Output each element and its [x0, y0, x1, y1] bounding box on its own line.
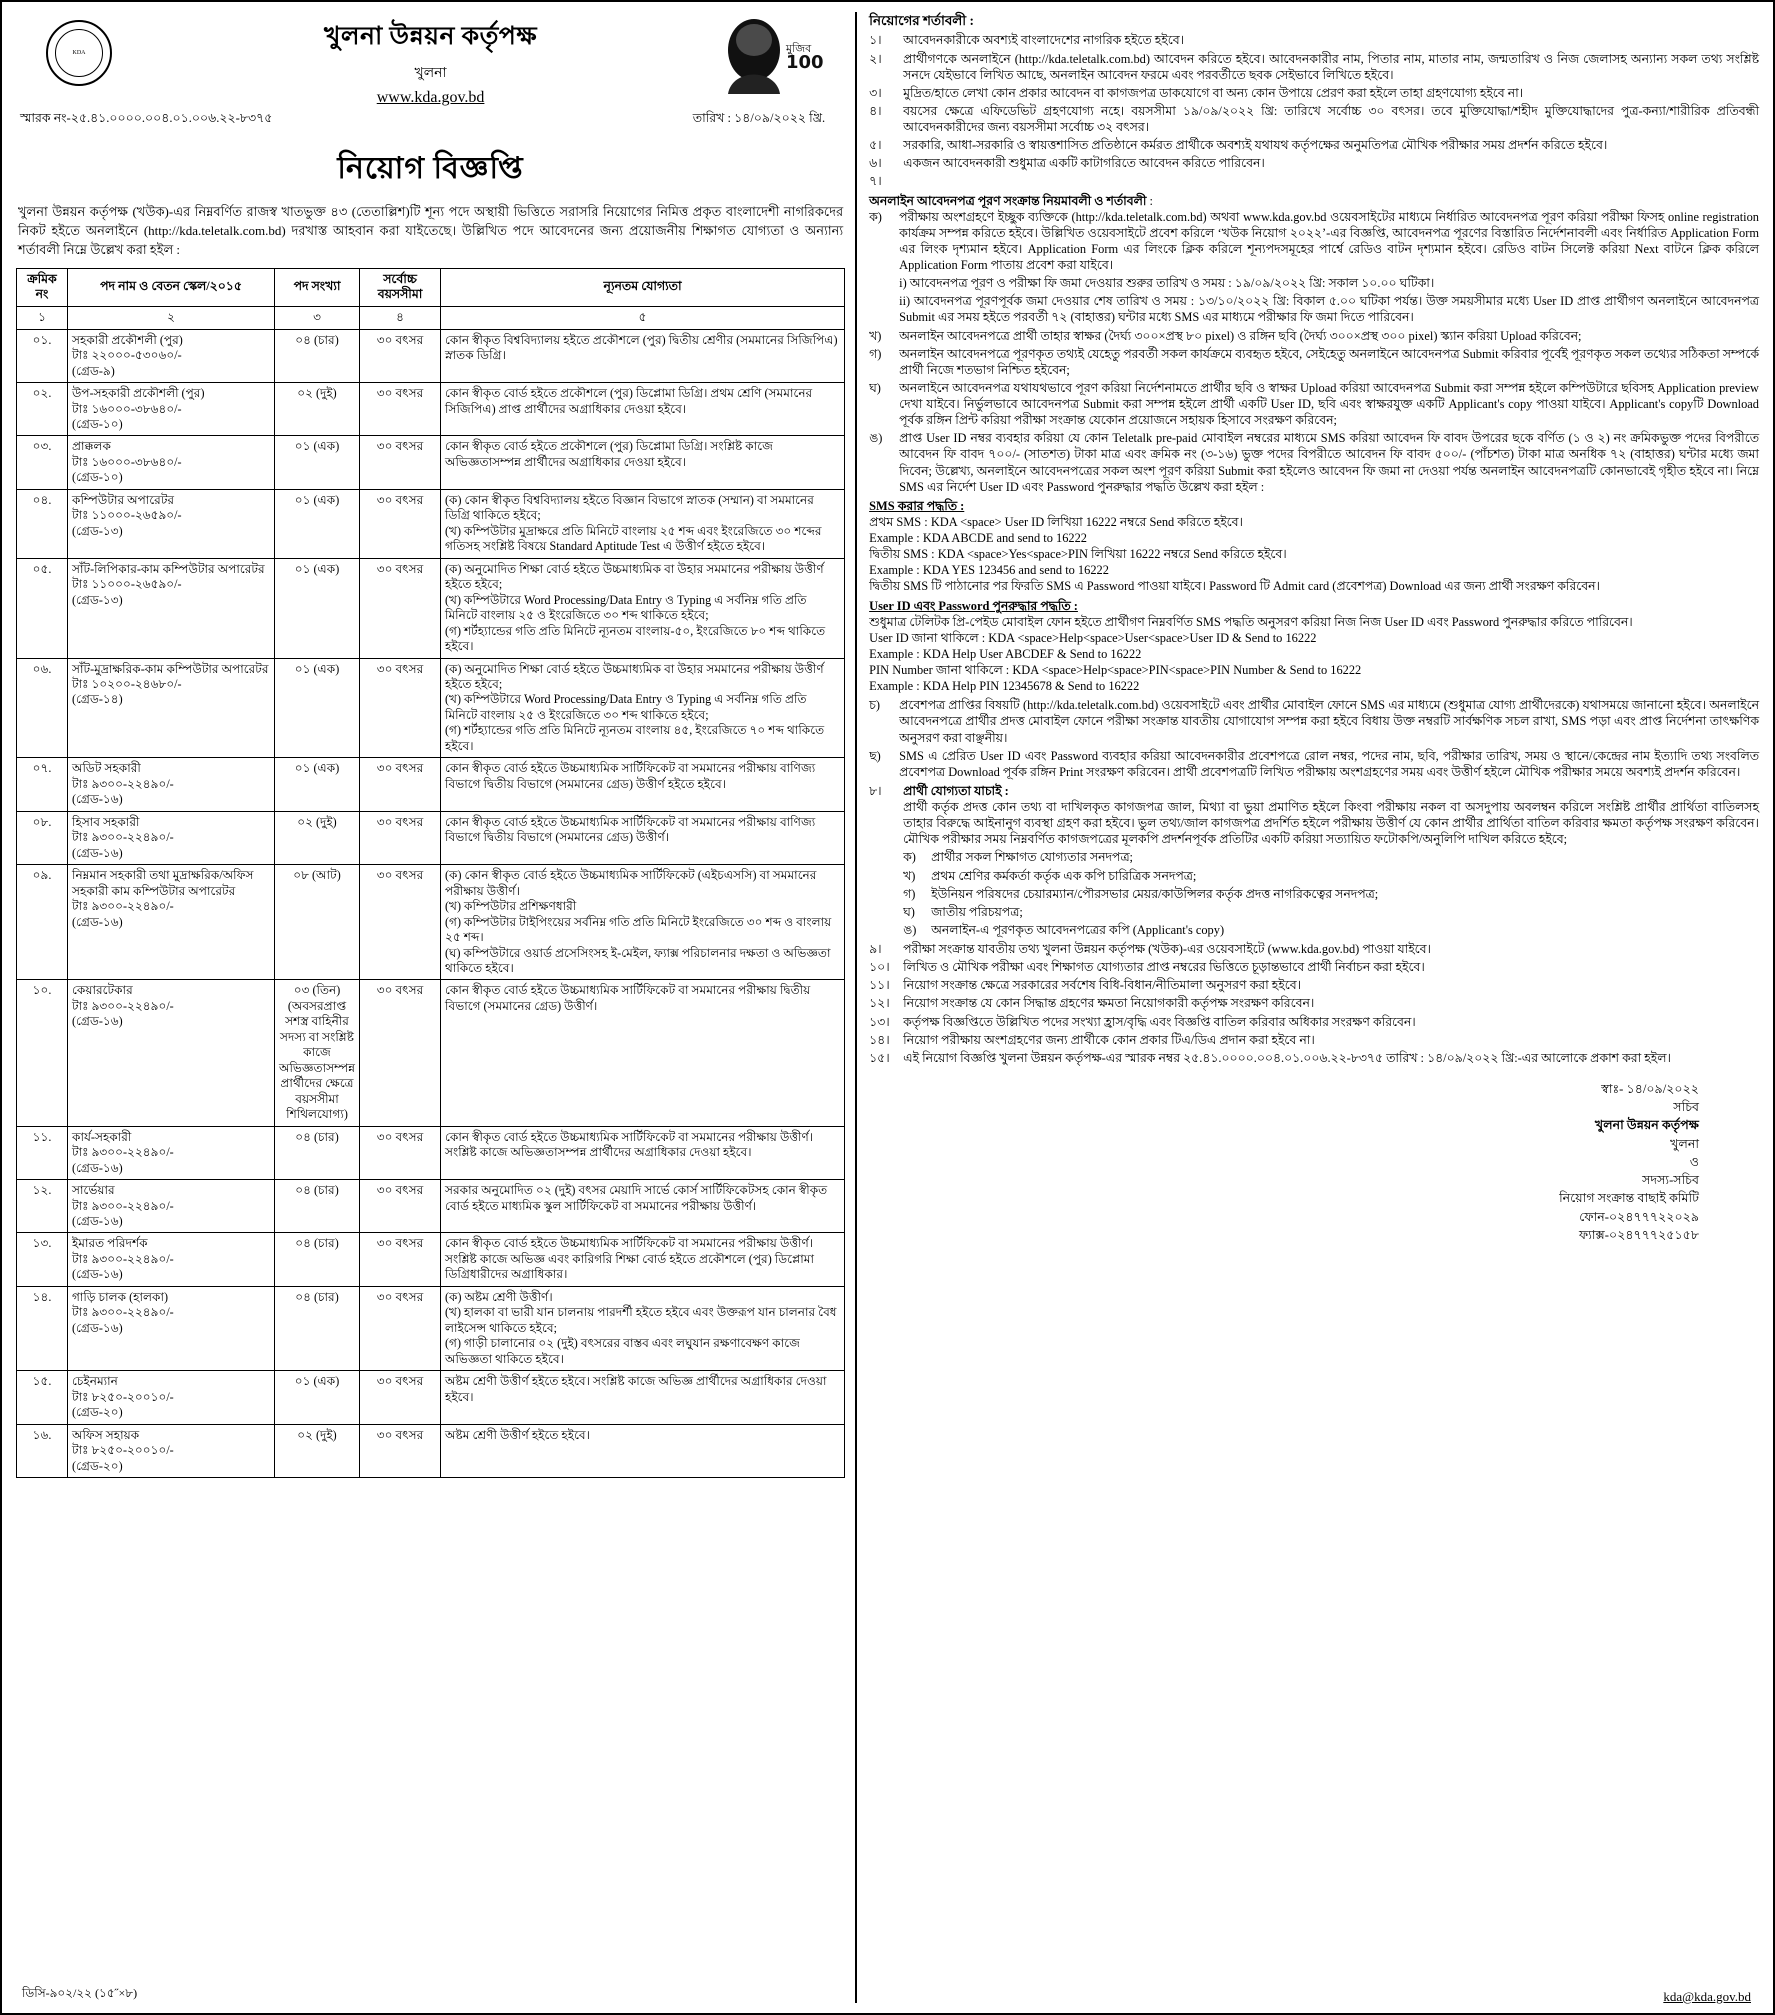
cell-serial: ০২.	[17, 383, 68, 436]
page-title: নিয়োগ বিজ্ঞপ্তি	[337, 152, 524, 185]
signature-phone: ফোন-০২৪৭৭৭২২০২৯	[1579, 1209, 1699, 1224]
cell-age-limit: ৩০ বৎসর	[360, 865, 441, 980]
list-item-text	[903, 173, 1759, 189]
cell-post-name: প্রাক্কলক টাঃ ১৬০০০-৩৮৬৪০/- (গ্রেড-১০)	[68, 436, 275, 489]
list-item	[869, 137, 1759, 153]
svg-text:মুজিব: মুজিব	[786, 42, 812, 55]
list-item-marker: ৬।	[869, 156, 882, 171]
list-item	[869, 1014, 1759, 1030]
vacancy-table	[16, 268, 845, 1479]
recover-title: User ID এবং Password পুনরুদ্ধার পদ্ধতি :	[869, 598, 1078, 613]
list-item-marker	[869, 275, 899, 291]
footer-reference: ডিসি-৯০২/২২ (১৫˝×৮)	[22, 1986, 138, 2000]
item8-sub-list	[903, 849, 1759, 938]
cell-serial: ১২.	[17, 1180, 68, 1233]
signature-fax: ফ্যাক্স-০২৪৭৭৭২৫১৫৮	[1579, 1227, 1699, 1242]
cell-post-name: সাঁট-লিপিকার-কাম কম্পিউটার অপারেটর টাঃ ১১০০০-২৬৫৯০/- (গ্রেড-১৩)	[68, 558, 275, 658]
list-item	[869, 995, 1759, 1011]
text-line: Example : KDA Help PIN 12345678 & Send to 16222	[869, 679, 1140, 694]
list-item-marker: ক)	[903, 850, 916, 865]
cell-post-name: সার্ভেয়ার টাঃ ৯৩০০-২২৪৯০/- (গ্রেড-১৬)	[68, 1180, 275, 1233]
cell-post-name: সহকারী প্রকৌশলী (পুর) টাঃ ২২০০০-৫৩০৬০/- (গ্রেড-৯)	[68, 329, 275, 382]
cell-vacancy-count: ০১ (এক)	[275, 658, 360, 758]
text-line: PIN Number জানা থাকিলে : KDA <space>Help<space>PIN<space>PIN Number & Send to 16222	[869, 663, 1362, 678]
cell-age-limit: ৩০ বৎসর	[360, 980, 441, 1126]
list-item	[869, 697, 1759, 745]
list-item-text: পরীক্ষা সংক্রান্ত যাবতীয় তথ্য খুলনা উন্নয়ন কর্তৃপক্ষ (খউক)-এর ওয়েবসাইটে (www.kda.gov.bd) পাওয়া যাইবে।	[903, 942, 1431, 957]
sms-procedure-title: SMS করার পদ্ধতি :	[869, 498, 965, 513]
recover-lines	[869, 614, 1759, 695]
th-serial: ক্রমিক নং	[17, 268, 68, 307]
list-item-text: SMS এ প্রেরিত User ID এবং Password ব্যবহার করিয়া আবেদনকারীর প্রবেশপত্রে রোল নম্বর, পদের নাম, ছবি, পরীক্ষার তারিখ, সময় ও স্থানে/কেন্দ্রের নাম ইত্যাদি তথ্য সংবলিত প্রবেশপত্র Download পূর্বক রঙ্গিন Print সংরক্ষণ করিবেন। প্রার্থী প্রবেশপত্রটি লিখিত পরীক্ষায় অংশগ্রহণের সময় এবং উত্তীর্ণ হইলে মৌখিক পরীক্ষার সময়ে অবশ্যই প্রদর্শন করিবেন।	[899, 748, 1759, 779]
list-item	[869, 155, 1759, 171]
list-item-marker: ঙ)	[869, 431, 883, 446]
list-item	[869, 209, 1759, 274]
list-item	[869, 51, 1759, 83]
right-column	[857, 12, 1759, 2003]
signature-city: খুলনা	[1670, 1136, 1699, 1151]
kda-logo-inner: KDA	[55, 29, 103, 77]
cell-age-limit: ৩০ বৎসর	[360, 383, 441, 436]
list-item-text: ii) আবেদনপত্র পূরণপূর্বক জমা দেওয়ার শেষ তারিখ ও সময় : ১৩/১০/২০২২ খ্রি: বিকাল ৫.০০ ঘটিকা পর্যন্ত। উক্ত সময়সীমার মধ্যে User ID প্রাপ্ত প্রার্থীগণ অনলাইনে আবেদনপত্র Submit এর সময় হইতে পরবর্তী ৭২ (বাহাত্তর) ঘন্টার মধ্যে SMS এর মাধ্যমে পরীক্ষার ফি জমা দিতে পারিবেন।	[899, 294, 1759, 325]
th-vacancy: পদ সংখ্যা	[275, 268, 360, 307]
cell-vacancy-count: ০২ (দুই)	[275, 811, 360, 864]
cell-vacancy-count: ০১ (এক)	[275, 489, 360, 558]
cell-post-name: সাঁট-মুদ্রাক্ষরিক-কাম কম্পিউটার অপারেটর টাঃ ১০২০০-২৪৬৮০/- (গ্রেড-১৪)	[68, 658, 275, 758]
list-item-text: আবেদনকারীকে অবশ্যই বাংলাদেশের নাগরিক হইতে হইবে।	[903, 33, 1185, 48]
list-item-marker: গ)	[903, 886, 916, 901]
text-line: Example : KDA ABCDE and send to 16222	[869, 531, 1087, 546]
text-line: দ্বিতীয় SMS টি পাঠানোর পর ফিরতি SMS এ Password পাওয়া যাইবে। Password টি Admit card (প্রবেশপত্র) Download এর জন্য প্রার্থী সংরক্ষণ করিবেন।	[869, 579, 1600, 594]
list-item-marker: ১।	[869, 33, 882, 48]
table-row	[17, 1371, 845, 1424]
item8-title: প্রার্থী যোগ্যতা যাচাই :	[903, 783, 1009, 798]
vacancy-table-body	[17, 329, 845, 1477]
table-row	[17, 383, 845, 436]
list-item-text: অনলাইনে আবেদনপত্র যথাযথভাবে পূরণ করিয়া নির্দেশনামতে প্রার্থীর ছবি ও স্বাক্ষর Upload করিয়া আবেদনপত্র Submit করা সম্পন্ন হইলে কম্পিউটারে ছবিসহ Application preview দেখা যাইবে। নির্ভুলভাবে আবেদনপত্র Submit করা সম্পন্ন হইলে প্রার্থী একটি User ID, ছবি এবং স্বাক্ষরযুক্ত একটি Applicant's copy পাওয়া যাইবে। Applicant's copyটি Download পূর্বক রঙ্গিন প্রিন্ট করিয়া পরীক্ষা সংক্রান্ত যেকোন প্রয়োজনে সহায়ক হিসাবে সংরক্ষণ করিবেন;	[899, 380, 1759, 428]
list-item-marker: ৫।	[869, 138, 882, 153]
list-item	[869, 430, 1759, 495]
cell-age-limit: ৩০ বৎসর	[360, 436, 441, 489]
signature-designation: সচিব	[1673, 1100, 1699, 1115]
cell-vacancy-count: ০২ (দুই)	[275, 1424, 360, 1477]
cell-serial: ০৪.	[17, 489, 68, 558]
list-item	[903, 904, 1759, 920]
cell-vacancy-count: ০৪ (চার)	[275, 1233, 360, 1286]
cell-serial: ১৪.	[17, 1286, 68, 1370]
list-item	[869, 1032, 1759, 1048]
cell-vacancy-count: ০৪ (চার)	[275, 1180, 360, 1233]
colnum-5: ৫	[441, 307, 845, 329]
table-row	[17, 436, 845, 489]
cell-age-limit: ৩০ বৎসর	[360, 758, 441, 811]
text-line: Example : KDA YES 123456 and send to 16222	[869, 563, 1109, 578]
list-item-text: পরীক্ষায় অংশগ্রহণে ইচ্ছুক ব্যক্তিকে (http://kda.teletalk.com.bd) অথবা www.kda.gov.bd ওয়েবসাইটের মাধ্যমে নির্ধারিত আবেদনপত্র পূরণ করিয়া পরীক্ষা ফিসহ online registration কার্যক্রম সম্পন্ন করিতে হইবে। উল্লিখিত ওয়েবসাইটে প্রবেশ করিলে ‘খউক নিয়োগ ২০২২’-এর বিজ্ঞপ্তি, আবেদনপত্র পূরণের বিস্তারিত নির্দেশনাবলী এবং নির্ধারিত Application Form এর লিংক দৃশ্যমান হইবে। Application Form এর লিংকে ক্লিক করিলে শূন্যপদসমূহের পার্শ্বে রেডিও বাটন দৃশ্যমান হইবে। রেডিও বাটন সিলেক্ট করিয়া Next বাটনে ক্লিক করিলে Application Form পাতায় প্রবেশ করা যাইবে।	[899, 209, 1759, 273]
cell-serial: ০৩.	[17, 436, 68, 489]
list-item-text: কর্তৃপক্ষ বিজ্ঞপ্তিতে উল্লিখিত পদের সংখ্যা হ্রাস/বৃদ্ধি এবং বিজ্ঞপ্তি বাতিল করিবার অধিকার সংরক্ষণ করিবেন।	[903, 1014, 1416, 1029]
table-row	[17, 489, 845, 558]
cell-post-name: উপ-সহকারী প্রকৌশলী (পুর) টাঃ ১৬০০০-৩৮৬৪০/- (গ্রেড-১০)	[68, 383, 275, 436]
list-item-text: i) আবেদনপত্র পূরণ ও পরীক্ষা ফি জমা দেওয়ার শুরুর তারিখ ও সময় : ১৯/০৯/২০২২ খ্রি: সকাল ১০.০০ ঘটিকা।	[899, 276, 1435, 291]
cell-post-name: কার্য-সহকারী টাঃ ৯৩০০-২২৪৯০/- (গ্রেড-১৬)	[68, 1126, 275, 1179]
list-item-text: নিয়োগ সংক্রান্ত ক্ষেত্রে সরকারের সর্বশেষ বিধি-বিধান/নীতিমালা অনুসরণ করা হইবে।	[903, 978, 1302, 993]
list-item-text: একজন আবেদনকারী শুধুমাত্র একটি কাটাগরিতে আবেদন করিতে পারিবেন।	[903, 156, 1265, 171]
list-item	[869, 85, 1759, 101]
list-item-text: মুদ্রিত/হাতে লেখা কোন প্রকার আবেদন বা কাগজপত্র ডাকযোগে বা অন্য কোন উপায়ে প্রেরণ করা হইলে তাহা গ্রহণযোগ্য হইবে না।	[903, 85, 1524, 100]
cell-vacancy-count: ০৪ (চার)	[275, 329, 360, 382]
table-row	[17, 1126, 845, 1179]
signature-role: সদস্য-সচিব	[1642, 1173, 1699, 1188]
table-row	[17, 658, 845, 758]
list-item-marker: ৭।	[869, 174, 882, 189]
list-item-text: প্রার্থীর সকল শিক্ষাগত যোগ্যতার সনদপত্র;	[931, 850, 1133, 865]
text-line: শুধুমাত্র টেলিটক প্রি-পেইড মোবাইল ফোন হইতে প্রার্থীগণ নিম্নবর্ণিত SMS পদ্ধতি অনুসরণ করিয়া নিজ নিজ User ID এবং Password পুনরুদ্ধার করিতে পারিবেন।	[869, 614, 1633, 629]
table-row	[17, 558, 845, 658]
cell-qualification: সরকার অনুমোদিত ০২ (দুই) বৎসর মেয়াদি সার্ভে কোর্স সার্টিফিকেটসহ কোন স্বীকৃত বোর্ড হইতে মাধ্যমিক স্কুল সার্টিফিকেট বা সমমানের পরীক্ষায় উত্তীর্ণ।	[441, 1180, 845, 1233]
th-qualification: ন্যূনতম যোগ্যতা	[441, 268, 845, 307]
section7-colon: :	[1149, 193, 1153, 208]
list-item-marker: ১৩।	[869, 1014, 890, 1029]
cell-serial: ০৬.	[17, 658, 68, 758]
section7-list	[869, 209, 1759, 495]
list-item-marker: ক)	[869, 209, 882, 224]
signature-org: খুলনা উন্নয়ন কর্তৃপক্ষ	[1594, 1118, 1699, 1133]
list-item-marker: ১০।	[869, 960, 890, 975]
cell-qualification: কোন স্বীকৃত বোর্ড হইতে উচ্চমাধ্যমিক সার্টিফিকেট বা সমমানের পরীক্ষায় উত্তীর্ণ। সংশ্লিষ্ট কাজে অভিজ্ঞ এবং কারিগরি শিক্ষা বোর্ড হইতে প্রকৌশলে (পুর) ডিপ্লোমা ডিগ্রিধারীদের অগ্রাধিকার।	[441, 1233, 845, 1286]
cell-post-name: নিম্নমান সহকারী তথা মুদ্রাক্ষরিক/অফিস সহকারী কাম কম্পিউটার অপারেটর টাঃ ৯৩০০-২২৪৯০/- (গ্রেড-১৬)	[68, 865, 275, 980]
cell-vacancy-count: ০১ (এক)	[275, 1371, 360, 1424]
list-item-marker: ১৫।	[869, 1050, 890, 1065]
eligibility-section	[869, 783, 1759, 938]
cell-serial: ১৩.	[17, 1233, 68, 1286]
cell-vacancy-count: ০৪ (চার)	[275, 1286, 360, 1370]
cell-serial: ১০.	[17, 980, 68, 1126]
document-header	[16, 12, 845, 142]
list-item-marker: ১১।	[869, 978, 890, 993]
list-item-text: ইউনিয়ন পরিষদের চেয়ারম্যান/পৌরসভার মেয়র/কাউন্সিলর কর্তৃক প্রদত্ত নাগরিকত্বের সনদপত্র;	[931, 886, 1379, 901]
list-item-text: প্রবেশপত্র প্রাপ্তির বিষয়টি (http://kda.teletalk.com.bd) ওয়েবসাইটে এবং প্রার্থীর মোবাইল ফোনে SMS এর মাধ্যমে (শুধুমাত্র যোগ্য প্রার্থীদেরকে) যথাসময়ে জানানো হইবে। অনলাইনে আবেদনপত্রে প্রার্থীর প্রদত্ত মোবাইল ফোনে পরীক্ষা সংক্রান্ত যাবতীয় যোগাযোগ সম্পন্ন করা হইবে বিধায় উক্ত নম্বরটি সার্বক্ষণিক সচল রাখা, SMS পড়া এবং প্রাপ্ত নির্দেশনা তাৎক্ষণিক অনুসরণ করা বাঞ্ছনীয়।	[899, 698, 1759, 745]
cell-qualification: কোন স্বীকৃত বোর্ড হইতে উচ্চমাধ্যমিক সার্টিফিকেট বা সমমানের পরীক্ষায় বাণিজ্য বিভাগে দ্বিতীয় বিভাগে (সমমানের গ্রেড) উত্তীর্ণ।	[441, 811, 845, 864]
cell-age-limit: ৩০ বৎসর	[360, 1126, 441, 1179]
table-row	[17, 980, 845, 1126]
list-item	[869, 293, 1759, 325]
sms-lines	[869, 514, 1759, 595]
list-item-text: অনলাইন-এ পূরণকৃত আবেদনপত্রের কপি (Applicant's copy)	[931, 922, 1225, 937]
list-item-text: নিয়োগ সংক্রান্ত যে কোন সিদ্ধান্ত গ্রহণের ক্ষমতা নিয়োগকারী কর্তৃপক্ষ সংরক্ষণ করিবেন।	[903, 996, 1315, 1011]
table-header-row	[17, 268, 845, 307]
th-age: সর্বোচ্চ বয়সসীমা	[360, 268, 441, 307]
signature-committee: নিয়োগ সংক্রান্ত বাছাই কমিটি	[1559, 1191, 1699, 1206]
cell-post-name: কম্পিউটার অপারেটর টাঃ ১১০০০-২৬৫৯০/- (গ্রেড-১৩)	[68, 489, 275, 558]
colnum-4: ৪	[360, 307, 441, 329]
intro-paragraph: খুলনা উন্নয়ন কর্তৃপক্ষ (খউক)-এর নিম্নবর্ণিত রাজস্ব খাতভুক্ত ৪৩ (তেতাল্লিশ)টি শূন্য পদে অস্থায়ী ভিত্তিতে সরাসরি নিয়োগের নিমিত্ত প্রকৃত বাংলাদেশী নাগরিকদের নিকট হইতে অনলাইনে (http://kda.teletalk.com.bd) দরখাস্ত আহবান করা যাইতেছে। উল্লিখিত পদে আবেদনের জন্য প্রয়োজনীয় শিক্ষাগত যোগ্যতা ও অন্যান্য শর্তাবলী নিম্নে উল্লেখ করা হইল :	[18, 204, 844, 257]
cell-serial: ০১.	[17, 329, 68, 382]
left-column	[16, 12, 857, 2003]
list-item	[869, 103, 1759, 135]
cell-qualification: (ক) অষ্টম শ্রেণী উত্তীর্ণ। (খ) হালকা বা ভারী যান চালনায় পারদর্শী হইতে হইবে এবং উক্তরূপ যান চালনার বৈধ লাইসেন্স থাকিতে হইবে; (গ) গাড়ী চালানোর ০২ (দুই) বৎসরের বাস্তব এবং লঘুযান রক্ষণাবেক্ষণ কাজে অভিজ্ঞতা থাকিতে হইবে।	[441, 1286, 845, 1370]
cell-qualification: কোন স্বীকৃত বোর্ড হইতে উচ্চমাধ্যমিক সার্টিফিকেট বা সমমানের পরীক্ষায় বাণিজ্য বিভাগে দ্বিতীয় বিভাগে (সমমানের গ্রেড) উত্তীর্ণ হইতে হইবে।	[441, 758, 845, 811]
organization-website[interactable]: www.kda.gov.bd	[376, 89, 485, 106]
section7-title: অনলাইন আবেদনপত্র পূরণ সংক্রান্ত নিয়মাবলী ও শর্তাবলী	[869, 193, 1147, 208]
text-line: Example : KDA Help User ABCDEF & Send to 16222	[869, 646, 1142, 661]
list-item-marker: ঙ)	[903, 922, 917, 937]
footer-email[interactable]: kda@kda.gov.bd	[1663, 1989, 1751, 2004]
cell-vacancy-count: ০৩ (তিন) (অবসরপ্রাপ্ত সশস্ত্র বাহিনীর সদস্য বা সংশ্লিষ্ট কাজে অভিজ্ঞতাসম্পন্ন প্রার্থীদের ক্ষেত্রে বয়সসীমা শিথিলযোগ্য)	[275, 980, 360, 1126]
recover-procedure-block	[869, 598, 1759, 695]
cell-post-name: গাড়ি চালক (হালকা) টাঃ ৯৩০০-২২৪৯০/- (গ্রেড-১৬)	[68, 1286, 275, 1370]
list-item	[903, 886, 1759, 902]
memo-number: স্মারক নং-২৫.৪১.০০০০.০০৪.০১.০০৬.২২-৮৩৭৫	[20, 111, 273, 125]
table-row	[17, 1180, 845, 1233]
signature-date: স্বাঃ- ১৪/০৯/২০২২	[1601, 1081, 1699, 1096]
list-item	[869, 275, 1759, 291]
signature-and: ও	[1689, 1154, 1699, 1169]
cell-post-name: ইমারত পরিদর্শক টাঃ ৯৩০০-২২৪৯০/- (গ্রেড-১৬)	[68, 1233, 275, 1286]
list-item	[869, 173, 1759, 189]
cell-qualification: (ক) কোন স্বীকৃত বিশ্ববিদ্যালয় হইতে বিজ্ঞান বিভাগে স্নাতক (সম্মান) বা সমমানের ডিগ্রি থাকিতে হইবে; (খ) কম্পিউটার মুদ্রাক্ষরে প্রতি মিনিটে বাংলায় ২৫ শব্দ এবং ইংরেজিতে ৩০ শব্দের গতিসহ সংশ্লিষ্ট বিষয়ে Standard Aptitude Test এ উত্তীর্ণ হইতে হইবে।	[441, 489, 845, 558]
list-item-text: নিয়োগ পরীক্ষায় অংশগ্রহণের জন্য প্রার্থীকে কোন প্রকার টিএ/ডিএ প্রদান করা হইবে না।	[903, 1032, 1315, 1047]
conditions-title: নিয়োগের শর্তাবলী :	[869, 13, 974, 28]
cell-serial: ০৭.	[17, 758, 68, 811]
list-item	[869, 346, 1759, 378]
cell-post-name: কেয়ারটেকার টাঃ ৯৩০০-২২৪৯০/- (গ্রেড-১৬)	[68, 980, 275, 1126]
cell-serial: ০৮.	[17, 811, 68, 864]
cell-serial: ১৬.	[17, 1424, 68, 1477]
list-item	[869, 1050, 1759, 1066]
list-item-marker: খ)	[903, 868, 916, 883]
cell-qualification: কোন স্বীকৃত বোর্ড হইতে প্রকৌশলে (পুর) ডিপ্লোমা ডিগ্রি। প্রথম শ্রেণি (সমমানের সিজিপিএ) প্রাপ্ত প্রার্থীদের অগ্রাধিকার দেওয়া হইবে।	[441, 383, 845, 436]
svg-text:100: 100	[786, 52, 824, 73]
table-row	[17, 329, 845, 382]
list-item-marker: ৪।	[869, 103, 882, 118]
memo-date: তারিখ : ১৪/০৯/২০২২ খ্রি.	[692, 111, 826, 125]
list-item-text: প্রার্থীগণকে অনলাইনে (http://kda.teletalk.com.bd) আবেদন করিতে হইবে। আবেদনকারীর নাম, পিতার নাম, মাতার নাম, জন্মতারিখ ও নিজ জেলাসহ অন্যান্য সকল তথ্য সংশ্লিষ্ট সনদে যেইভাবে লিখিত আছে, অনলাইন আবেদন ফরমে এবং পরবর্তীতে ছবক সেইভাবে লিখিতে হইবে।	[903, 51, 1759, 82]
list-item-text: প্রাপ্ত User ID নম্বর ব্যবহার করিয়া যে কোন Teletalk pre-paid মোবাইল নম্বরের মাধ্যমে SMS করিয়া আবেদন ফি বাবদ উপরের ছকে বর্ণিত (১ ও ২) নং ক্রমিকভুক্ত পদের বিপরীতে আবেদন ফি বাবদ ৭০০/- (সাতশত) টাকা মাত্র এবং ক্রমিক নং (৩-১৬) ভুক্ত পদের বিপরীতে আবেদন ফি বাবদ ৫০০/- (পাঁচশত) টাকা মাত্র অনধিক ৭২ (বাহাত্তর) ঘন্টার মধ্যে জমা দিবেন; উল্লেখ্য, অনলাইনে আবেদনপত্রের সকল অংশ পূরণ করিয়া Submit করা হইলেও আবেদন ফি জমা না দেওয়া পর্যন্ত অনলাইন আবেদনপত্রটি কোনভাবেই গৃহীত হইবে না। নিম্নে SMS এর নির্দেশ User ID এবং Password পুনরুদ্ধার পদ্ধতি উল্লেখ করা হইল :	[899, 431, 1759, 494]
cell-age-limit: ৩০ বৎসর	[360, 1286, 441, 1370]
table-row	[17, 865, 845, 980]
table-row	[17, 758, 845, 811]
cell-age-limit: ৩০ বৎসর	[360, 1424, 441, 1477]
list-item-marker: ১২।	[869, 996, 890, 1011]
list-item	[869, 977, 1759, 993]
list-item-marker: ১৪।	[869, 1032, 890, 1047]
cell-qualification: অষ্টম শ্রেণী উত্তীর্ণ হইতে হইবে। সংশ্লিষ্ট কাজে অভিজ্ঞ প্রার্থীদের অগ্রাধিকার দেওয়া হইবে।	[441, 1371, 845, 1424]
colnum-3: ৩	[275, 307, 360, 329]
cell-serial: ০৫.	[17, 558, 68, 658]
cell-qualification: কোন স্বীকৃত বিশ্ববিদ্যালয় হইতে প্রকৌশলে (পুর) দ্বিতীয় শ্রেণীর (সমমানের সিজিপিএ) স্নাতক ডিগ্রি।	[441, 329, 845, 382]
cell-qualification: অষ্টম শ্রেণী উত্তীর্ণ হইতে হইবে।	[441, 1424, 845, 1477]
cell-age-limit: ৩০ বৎসর	[360, 1371, 441, 1424]
table-column-number-row	[17, 307, 845, 329]
list-item-text: বয়সের ক্ষেত্রে এফিডেভিট গ্রহণযোগ্য নহে। বয়সসীমা ১৯/০৯/২০২২ খ্রি: তারিখে সর্বোচ্চ ৩০ বৎসর। তবে মুক্তিযোদ্ধা/শহীদ মুক্তিযোদ্ধাদের পুত্র-কন্যা/শারীরিক প্রতিবন্ধী আবেদনকারীদের জন্য বয়সসীমা সর্বোচ্চ ৩২ বৎসর।	[903, 103, 1759, 135]
list-item-marker: ছ)	[869, 748, 881, 763]
cell-vacancy-count: ০৪ (চার)	[275, 1126, 360, 1179]
list-item-text: জাতীয় পরিচয়পত্র;	[931, 904, 1023, 919]
table-row	[17, 1286, 845, 1370]
cell-age-limit: ৩০ বৎসর	[360, 1180, 441, 1233]
organization-name: খুলনা উন্নয়ন কর্তৃপক্ষ	[324, 23, 538, 50]
list-item	[903, 868, 1759, 884]
list-item	[903, 922, 1759, 938]
list-item-text: অনলাইন আবেদনপত্রে প্রার্থী তাহার স্বাক্ষর (দৈর্ঘ্য ৩০০×প্রস্থ ৮০ pixel) ও রঙ্গিন ছবি (দৈর্ঘ্য ৩০০×প্রস্থ ৩০০ pixel) স্ক্যান করিয়া Upload করিবেন;	[899, 328, 1582, 343]
list-item-text: লিখিত ও মৌখিক পরীক্ষা এবং শিক্ষাগত যোগ্যতার প্রাপ্ত নম্বরের ভিত্তিতে চূড়ান্তভাবে প্রার্থী নির্বাচন করা হইবে।	[903, 960, 1425, 975]
text-line: দ্বিতীয় SMS : KDA <space>Yes<space>PIN লিখিয়া 16222 নম্বরে Send করিতে হইবে।	[869, 547, 1287, 562]
cell-age-limit: ৩০ বৎসর	[360, 489, 441, 558]
item8-mark: ৮।	[869, 783, 882, 798]
list-item-marker	[869, 293, 899, 325]
item8-text: প্রার্থী কর্তৃক প্রদত্ত কোন তথ্য বা দাখিলকৃত কাগজপত্র জাল, মিথ্যা বা ভুয়া প্রমাণিত হইলে কিংবা পরীক্ষায় নকল বা অসদুপায় অবলম্বন করিলে সংশ্লিষ্ট প্রার্থীর প্রার্থিতা বাতিলসহ তাহার বিরুদ্ধে আইনানুগ ব্যবস্থা গ্রহণ করা হইবে। ভুল তথ্য/জাল কাগজপত্র প্রদর্শিত হইলে পরীক্ষায় উত্তীর্ণ যে কোন প্রার্থীর প্রার্থিতা বাতিল করিবার ক্ষমতা কর্তৃপক্ষ সংরক্ষণ করিবেন। মৌখিক পরীক্ষার সময় নিম্নবর্ণিত কাগজপত্রের মূলকপি প্রদর্শনপূর্বক প্রতিটির একটি করিয়া সত্যায়িত ফটোকপি/অনুলিপি দাখিল করিতে হইবে;	[903, 800, 1759, 847]
cell-post-name: চেইনম্যান টাঃ ৮২৫০-২০০১০/- (গ্রেড-২০)	[68, 1371, 275, 1424]
conditions-list	[869, 32, 1759, 189]
online-application-section	[869, 193, 1759, 495]
cell-qualification: কোন স্বীকৃত বোর্ড হইতে উচ্চমাধ্যমিক সার্টিফিকেট বা সমমানের পরীক্ষায় উত্তীর্ণ। সংশ্লিষ্ট কাজে অভিজ্ঞতাসম্পন্ন প্রার্থীদের অগ্রাধিকার দেওয়া হইবে।	[441, 1126, 845, 1179]
table-row	[17, 811, 845, 864]
list-item-marker: খ)	[869, 328, 882, 343]
cell-vacancy-count: ০১ (এক)	[275, 436, 360, 489]
section7-more-list	[869, 697, 1759, 780]
cell-qualification: কোন স্বীকৃত বোর্ড হইতে প্রকৌশলে (পুর) ডিপ্লোমা ডিগ্রি। সংশ্লিষ্ট কাজে অভিজ্ঞতাসম্পন্ন প্রার্থীদের অগ্রাধিকার দেওয়া হইবে।	[441, 436, 845, 489]
cell-qualification: (ক) অনুমোদিত শিক্ষা বোর্ড হইতে উচ্চমাধ্যমিক বা উহার সমমানের পরীক্ষায় উত্তীর্ণ হইতে হইবে; (খ) কম্পিউটারে Word Processing/Data Entry ও Typing এ সর্বনিম্ন গতি প্রতি মিনিটে বাংলায় ২৫ ও ইংরেজিতে ৩০ শব্দ থাকিতে হইবে; (গ) শর্টহ্যান্ডের গতি প্রতি মিনিটে ন্যূনতম বাংলায় ৪৫, ইংরেজিতে ৭০ শব্দ থাকিতে হইবে।	[441, 658, 845, 758]
list-item	[869, 380, 1759, 428]
text-line: প্রথম SMS : KDA <space> User ID লিখিয়া 16222 নম্বরে Send করিতে হইবে।	[869, 514, 1243, 529]
mujib-centenary-logo	[707, 14, 827, 96]
cell-qualification: (ক) অনুমোদিত শিক্ষা বোর্ড হইতে উচ্চমাধ্যমিক বা উহার সমমানের পরীক্ষায় উত্তীর্ণ হইতে হইবে; (খ) কম্পিউটারে Word Processing/Data Entry ও Typing এ সর্বনিম্ন গতি প্রতি মিনিটে বাংলায় ২৫ ও ইংরেজিতে ৩০ শব্দ থাকিতে হইবে; (গ) শর্টহ্যান্ডের গতি প্রতি মিনিটে ন্যূনতম বাংলায়-৫০, ইংরেজিতে ৮০ শব্দ থাকিতে হইবে।	[441, 558, 845, 658]
organization-city: খুলনা	[414, 66, 447, 81]
list-item-text: অনলাইন আবেদনপত্রে পূরণকৃত তথ্যই যেহেতু পরবর্তী সকল কার্যক্রমে ব্যবহৃত হইবে, সেইহেতু অনলাইনে আবেদনপত্র Submit করিবার পূর্বেই পূরণকৃত সকল তথ্যের সঠিকতা সম্পর্কে প্রার্থী নিজে শতভাগ নিশ্চিত হইবেন;	[899, 346, 1759, 377]
list-item	[869, 32, 1759, 48]
list-item-text: প্রথম শ্রেণির কর্মকর্তা কর্তৃক এক কপি চারিত্রিক সনদপত্র;	[931, 868, 1197, 883]
list-item-marker: ঘ)	[869, 380, 881, 395]
sms-procedure-block	[869, 498, 1759, 595]
list-item-text: সরকারি, আধা-সরকারি ও স্বায়ত্তশাসিত প্রতিষ্ঠানে কর্মরত প্রার্থীকে অবশ্যই যথাযথ কর্তৃপক্ষের অনুমতিপত্র মৌখিক পরীক্ষার সময় প্রদর্শন করিতে হইবে।	[903, 138, 1608, 153]
cell-age-limit: ৩০ বৎসর	[360, 558, 441, 658]
cell-post-name: অফিস সহায়ক টাঃ ৮২৫০-২০০১০/- (গ্রেড-২০)	[68, 1424, 275, 1477]
kda-logo	[46, 20, 112, 86]
list-item-text: এই নিয়োগ বিজ্ঞপ্তি খুলনা উন্নয়ন কর্তৃপক্ষ-এর স্মারক নম্বর ২৫.৪১.০০০০.০০৪.০১.০০৬.২২-৮৩৭৫ তারিখ : ১৪/০৯/২০২২ খ্রি:-এর আলোকে প্রকাশ করা হইল।	[903, 1050, 1671, 1065]
colnum-2: ২	[68, 307, 275, 329]
cell-serial: ১১.	[17, 1126, 68, 1179]
list-item-marker: ২।	[869, 51, 882, 66]
colnum-1: ১	[17, 307, 68, 329]
th-post: পদ নাম ও বেতন স্কেল/২০১৫	[68, 268, 275, 307]
cell-post-name: হিসাব সহকারী টাঃ ৯৩০০-২২৪৯০/- (গ্রেড-১৬)	[68, 811, 275, 864]
list-item-marker: ৯।	[869, 942, 882, 957]
cell-age-limit: ৩০ বৎসর	[360, 658, 441, 758]
list-item	[903, 849, 1759, 865]
table-row	[17, 1424, 845, 1477]
list-item-marker: ঘ)	[903, 904, 915, 919]
text-line: User ID জানা থাকিলে : KDA <space>Help<space>User<space>User ID & Send to 16222	[869, 630, 1317, 645]
cell-post-name: অডিট সহকারী টাঃ ৯৩০০-২২৪৯০/- (গ্রেড-১৬)	[68, 758, 275, 811]
cell-serial: ০৯.	[17, 865, 68, 980]
cell-age-limit: ৩০ বৎসর	[360, 329, 441, 382]
list-item	[869, 941, 1759, 957]
cell-serial: ১৫.	[17, 1371, 68, 1424]
cell-vacancy-count: ০১ (এক)	[275, 758, 360, 811]
cell-vacancy-count: ০১ (এক)	[275, 558, 360, 658]
list-item	[869, 328, 1759, 344]
cell-vacancy-count: ০২ (দুই)	[275, 383, 360, 436]
signature-block	[869, 1080, 1759, 1244]
list-item-marker: গ)	[869, 346, 882, 361]
list-item-marker: ৩।	[869, 85, 882, 100]
list-item	[869, 959, 1759, 975]
cell-vacancy-count: ০৮ (আট)	[275, 865, 360, 980]
tail-list	[869, 941, 1759, 1066]
list-item-marker: চ)	[869, 698, 880, 713]
cell-age-limit: ৩০ বৎসর	[360, 1233, 441, 1286]
cell-qualification: (ক) কোন স্বীকৃত বোর্ড হইতে উচ্চমাধ্যমিক সার্টিফিকেট (এইচএসসি) বা সমমানের পরীক্ষায় উত্তীর্ণ। (খ) কম্পিউটার প্রশিক্ষণধারী (গ) কম্পিউটার টাইপিংয়ের সর্বনিম্ন গতি প্রতি মিনিটে ইংরেজিতে ৩০ শব্দ ও বাংলায় ২৫ শব্দ। (ঘ) কম্পিউটারে ওয়ার্ড প্রসেসিংসহ ই-মেইল, ফ্যাক্স পরিচালনার দক্ষতা ও অভিজ্ঞতা থাকিতে হইবে।	[441, 865, 845, 980]
cell-qualification: কোন স্বীকৃত বোর্ড হইতে উচ্চমাধ্যমিক সার্টিফিকেট বা সমমানের পরীক্ষায় দ্বিতীয় বিভাগে (সমমানের গ্রেড) উত্তীর্ণ।	[441, 980, 845, 1126]
cell-age-limit: ৩০ বৎসর	[360, 811, 441, 864]
list-item	[869, 748, 1759, 780]
table-row	[17, 1233, 845, 1286]
